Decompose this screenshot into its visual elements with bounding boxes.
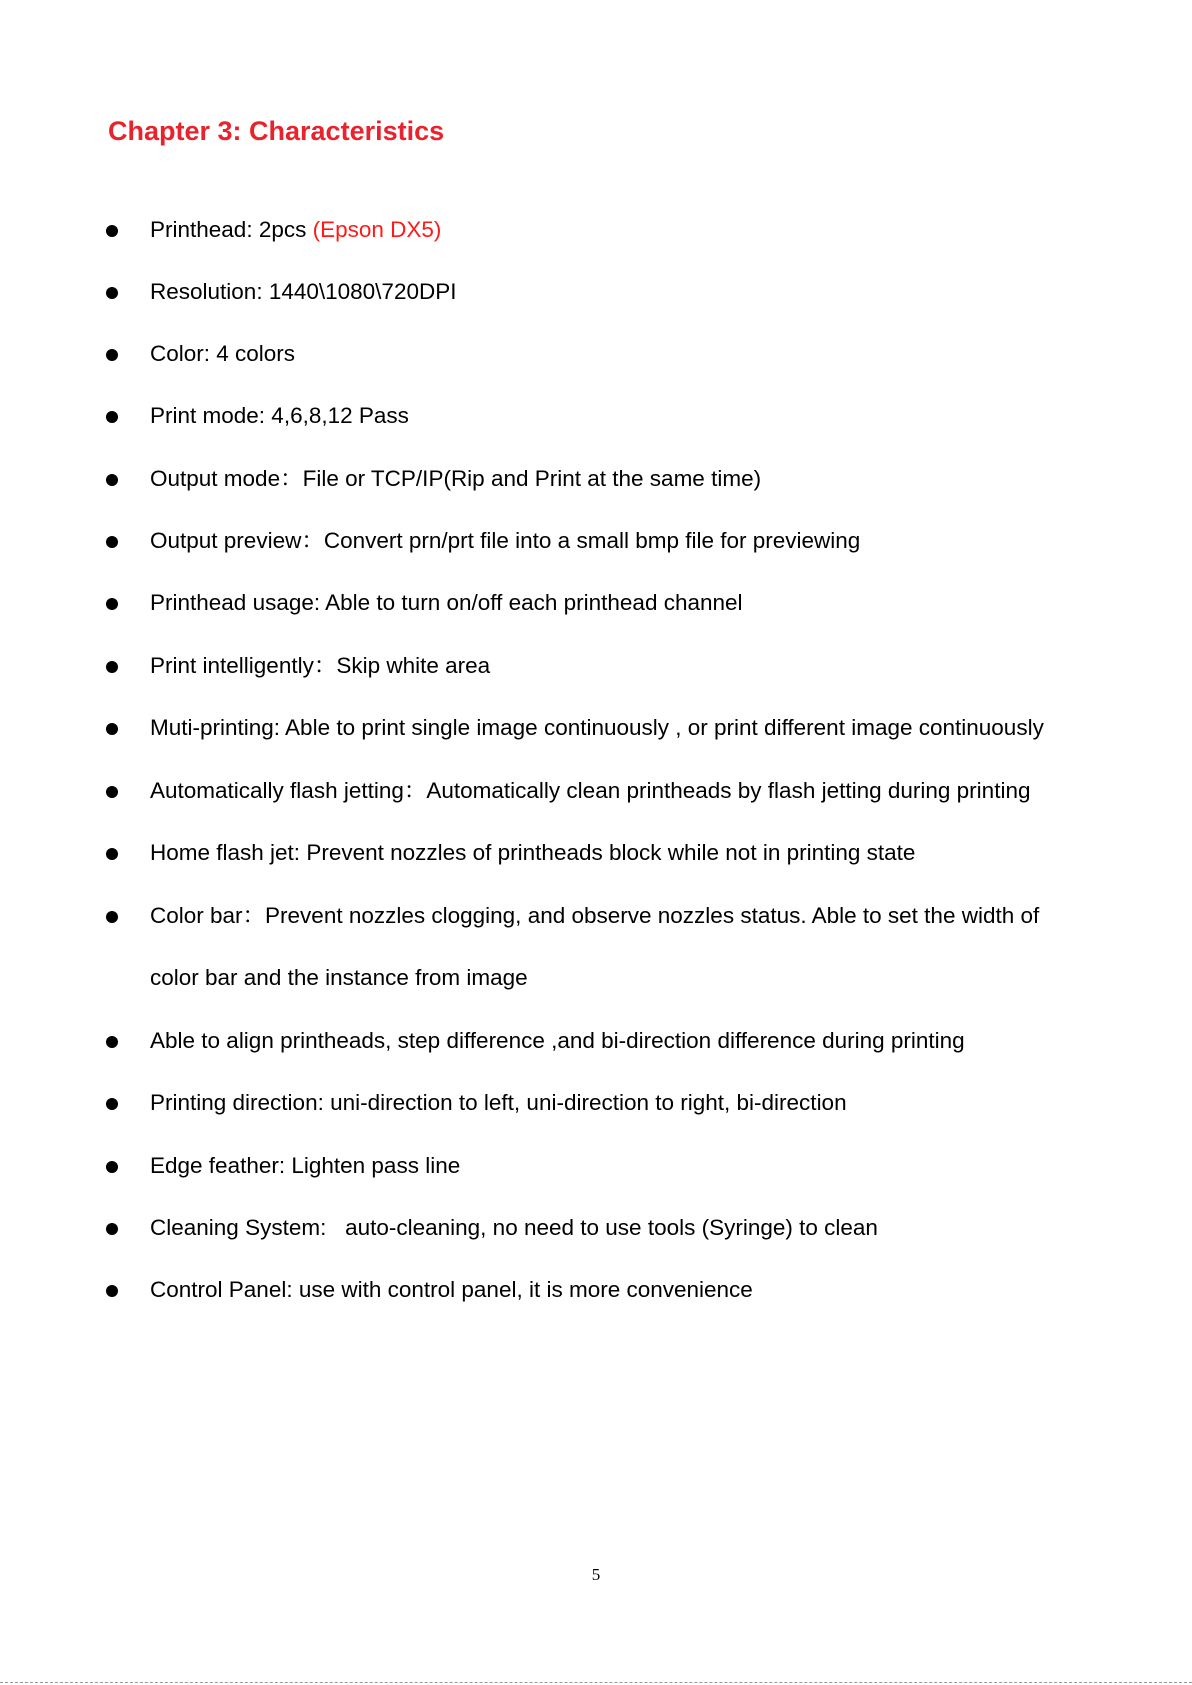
bullet-dot-icon [106,1036,118,1048]
chapter-title: Chapter 3: Characteristics [108,116,445,146]
bullet-dot-icon [106,474,118,486]
bullet-dot-icon [106,536,118,548]
bullet-dot-icon [106,1223,118,1235]
list-item-label: Muti-printing: Able to print single image continuously , or print different image continuously [150,715,1044,740]
list-item-label: Resolution: 1440\1080\720DPI [150,279,457,304]
bullet-dot-icon [106,1098,118,1110]
list-item-label: Printing direction: uni-direction to left, uni-direction to right, bi-direction [150,1090,847,1115]
page-number: 5 [591,1565,601,1584]
printhead-model-highlight: (Epson DX5) [312,217,442,242]
list-item-label: Printhead: 2pcs [150,217,313,242]
bullet-dot-icon [106,225,118,237]
list-item-label: Color: 4 colors [150,341,296,366]
list-item-label: Control Panel: use with control panel, it is more convenience [150,1277,753,1302]
bullet-dot-icon [106,411,118,423]
bullet-dot-icon [106,911,118,923]
bullet-dot-icon [106,598,118,610]
bullet-dot-icon [106,661,118,673]
bullet-dot-icon [106,786,118,798]
list-item-label: Print mode: 4,6,8,12 Pass [150,403,409,428]
list-item-label: Color bar：Prevent nozzles clogging, and observe nozzles status. Able to set the width of [150,903,1040,928]
list-item-label: Edge feather: Lighten pass line [150,1153,461,1178]
list-item-label: Automatically flash jetting：Automatically clean printheads by flash jetting during printing [150,778,1031,803]
bullet-dot-icon [106,349,118,361]
list-item-label: Printhead usage: Able to turn on/off each printhead channel [150,590,743,615]
list-item-label: Output preview：Convert prn/prt file into a small bmp file for previewing [150,528,861,553]
page-bottom-divider [0,1682,1192,1683]
bullet-dot-icon [106,723,118,735]
bullet-dot-icon [106,848,118,860]
list-item-label: Able to align printheads, step difference ,and bi-direction difference during printing [150,1028,965,1053]
bullet-dot-icon [106,1285,118,1297]
bullet-dot-icon [106,1161,118,1173]
list-item-label: Output mode：File or TCP/IP(Rip and Print at the same time) [150,466,762,491]
list-item-label: Print intelligently：Skip white area [150,653,491,678]
bullet-dot-icon [106,287,118,299]
list-item-label: Cleaning System: auto-cleaning, no need to use tools (Syringe) to clean [150,1215,878,1240]
list-item-label: Home flash jet: Prevent nozzles of printheads block while not in printing state [150,840,916,865]
list-item-continuation: color bar and the instance from image [150,965,528,990]
